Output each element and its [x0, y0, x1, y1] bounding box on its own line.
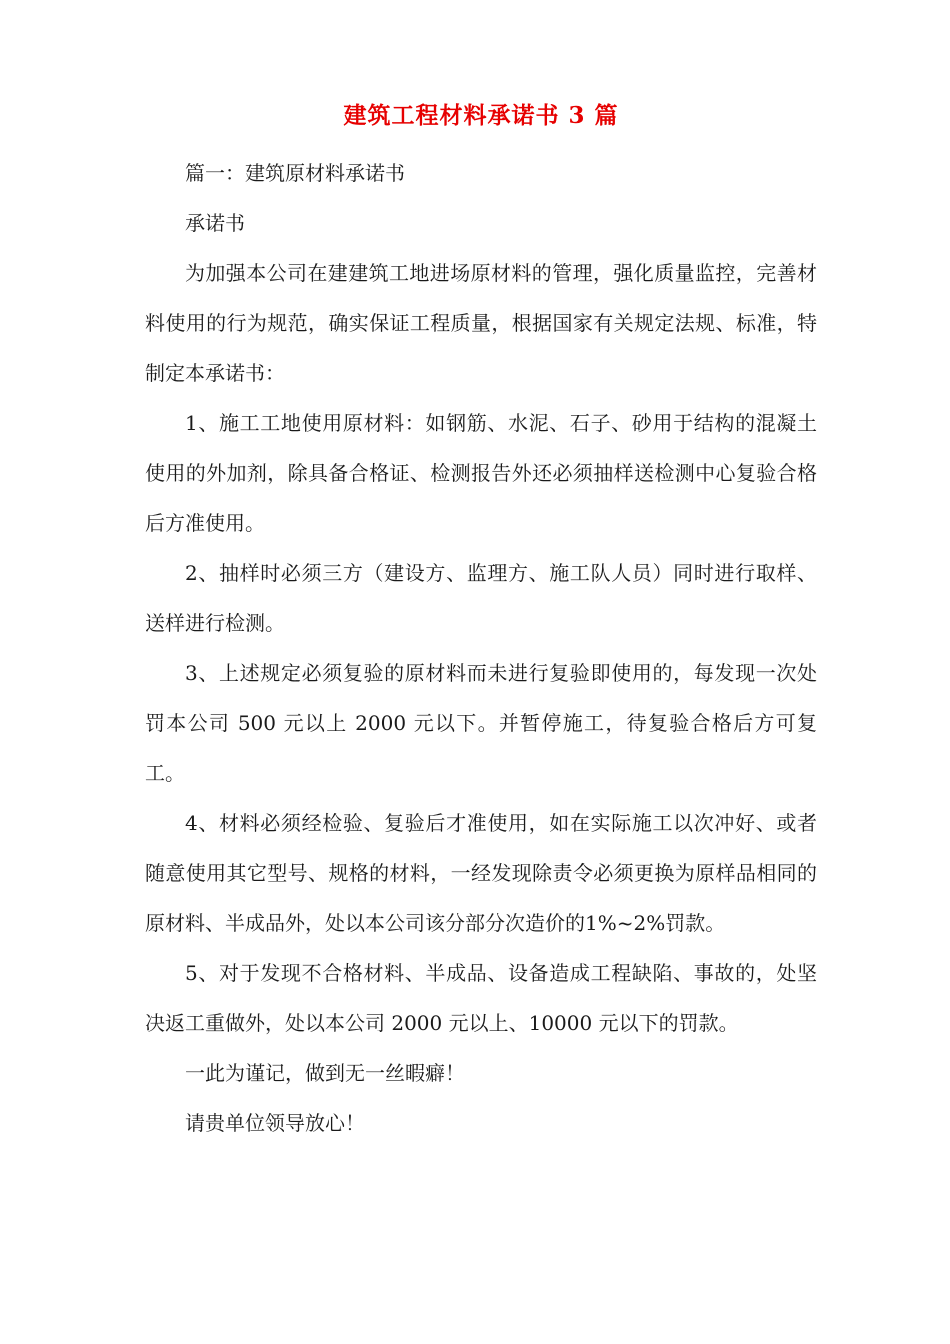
closing-remark: 一此为谨记，做到无一丝暇癖！ [185, 1061, 465, 1085]
clause-3: 3、上述规定必须复验的原材料而未进行复验即使用的，每发现一次处罚本公司 500 元以上 2000 元以下。并暂停施工，待复验合格后方可复工。 [145, 661, 817, 785]
intro-paragraph: 为加强本公司在建建筑工地进场原材料的管理，强化质量监控，完善材料使用的行为规范，确实保证工程质量，根据国家有关规定法规、标准，特制定本承诺书： [145, 261, 817, 385]
document-title: 建筑工程材料承诺书 3 篇 [343, 102, 619, 129]
clause-1: 1、施工工地使用原材料：如钢筋、水泥、石子、砂用于结构的混凝土使用的外加剂，除具备合格证、检测报告外还必须抽样送检测中心复验合格后方准使用。 [145, 411, 817, 535]
section-heading: 篇一：建筑原材料承诺书 [185, 161, 405, 185]
clause-4: 4、材料必须经检验、复验后才准使用，如在实际施工以次冲好、或者随意使用其它型号、规格的材料，一经发现除责令必须更换为原样品相同的原材料、半成品外，处以本公司该分部分次造价的1%~2%罚款。 [145, 811, 817, 935]
letter-heading: 承诺书 [185, 211, 245, 235]
closing-request: 请贵单位领导放心！ [185, 1111, 365, 1135]
clause-2: 2、抽样时必须三方（建设方、监理方、施工队人员）同时进行取样、送样进行检测。 [145, 561, 817, 635]
clause-5: 5、对于发现不合格材料、半成品、设备造成工程缺陷、事故的，处坚决返工重做外，处以本公司 2000 元以上、10000 元以下的罚款。 [145, 961, 817, 1035]
document-page [145, 96, 817, 1148]
